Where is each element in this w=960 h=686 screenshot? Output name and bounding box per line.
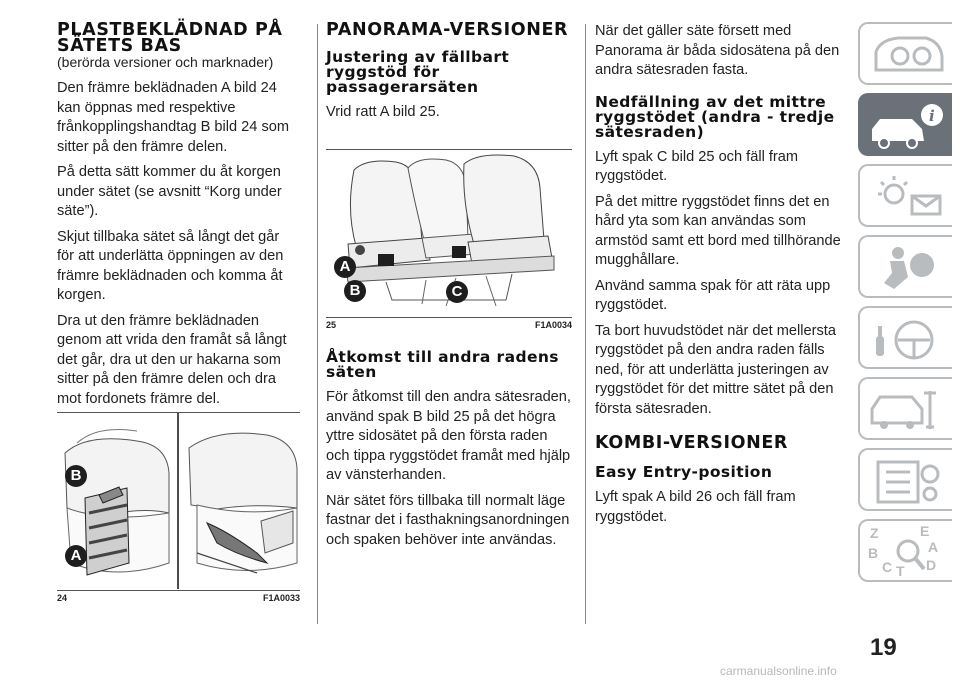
warning-light-icon (868, 172, 948, 222)
airbag-icon (868, 243, 948, 293)
paragraph: På detta sätt kommer du åt korgen under sätet (se avsnitt “Korg under säte”). (57, 164, 282, 219)
car-info-icon (868, 101, 948, 151)
chapter-tab-emergency[interactable] (858, 377, 952, 440)
maintenance-icon (868, 456, 948, 506)
callout-badge-a (334, 256, 356, 278)
index-letter: C (882, 559, 893, 575)
section-heading-kombi: KOMBI-VERSIONER (595, 433, 788, 453)
callout-label: A (70, 547, 82, 564)
chapter-tab-index[interactable] (858, 519, 952, 582)
column-divider (585, 24, 586, 624)
figure-caption (57, 590, 300, 605)
subheading-middle-backrest: Nedfällning av det mittre ryggstödet (andra - tredje sätesraden) (595, 92, 835, 141)
subheading-easy-entry: Easy Entry-position (595, 463, 773, 481)
chapter-tab-maintenance[interactable] (858, 448, 952, 511)
callout-label: B (70, 467, 82, 484)
callout-label: A (339, 258, 351, 275)
index-letter: D (926, 557, 937, 573)
paragraph: För åtkomst till den andra sätesraden, använd spak B bild 25 på det högra yttre sidosätet på den första raden och tippa ryggstödet framåt med hjälp av vänsterhanden. (326, 389, 571, 483)
paragraph: När det gäller säte försett med Panorama är båda sidosätena på den andra sätesraden fasta. (595, 23, 840, 78)
svg-text:i: i (929, 107, 935, 125)
section-heading-panorama: PANORAMA-VERSIONER (326, 20, 569, 40)
index-letter: T (896, 563, 905, 579)
section-subheading: (berörda versioner och marknader) (57, 54, 274, 70)
second-row-access-section (326, 350, 572, 550)
chapter-tab-car-info[interactable] (858, 93, 952, 156)
steering-wheel-icon (868, 314, 948, 364)
figure-code: F1A0033 (262, 593, 300, 603)
chapter-tab-starting-driving[interactable] (858, 306, 952, 369)
watermark: carmanualsonline.info (720, 664, 837, 678)
paragraph: På det mittre ryggstödet finns det en hård yta som kan användas som armstöd samt ett bord med tillhörande mugghållare. (595, 193, 841, 268)
paragraph: Använd samma spak för att räta upp ryggstödet. (595, 277, 831, 313)
column-3 (595, 22, 850, 527)
paragraph: Ta bort huvudstödet när det mellersta ryggstödet på den andra raden fälls ned, för att underlätta justeringen av ryggstödet för det mittre sätet på den första sätesraden. (595, 322, 836, 417)
column-2 (326, 20, 572, 548)
paragraph: Skjut tillbaka sätet så långt det går för att underlätta öppningen av den främre beklädnaden och komma åt korgen. (57, 228, 284, 303)
column-1 (57, 20, 300, 603)
callout-badge-c (446, 281, 468, 303)
figure-25 (326, 149, 572, 330)
figure-caption (326, 317, 572, 332)
callout-label: B (349, 282, 361, 299)
figure-number: 25 (326, 320, 337, 330)
index-letter: Z (870, 525, 879, 541)
subheading-second-row-access: Åtkomst till andra radens säten (326, 348, 559, 381)
index-letter: B (868, 545, 879, 561)
chapter-tab-safety[interactable] (858, 235, 952, 298)
paragraph: Lyft spak A bild 26 och fäll fram ryggstödet. (595, 489, 796, 525)
subheading-backrest-adjustment: Justering av fällbart ryggstöd för passagerarsäten (326, 48, 510, 96)
paragraph: När sätet förs tillbaka till normalt läge fastnar det i fasthakningsanordningen och spaken behöver inte användas. (326, 492, 570, 548)
page-number: 19 (870, 634, 897, 661)
figure-number: 24 (57, 593, 68, 603)
paragraph: Den främre beklädnaden A bild 24 kan öppnas med respektive frånkopplingshandtag B bild 24 som sitter på den främre delen. (57, 80, 290, 155)
car-tools-icon (868, 385, 948, 435)
paragraph: Vrid ratt A bild 25. (326, 104, 440, 120)
figure-code: F1A0034 (534, 320, 572, 330)
chapter-tab-warning-lights[interactable] (858, 164, 952, 227)
callout-label: C (451, 283, 463, 300)
callout-badge-b (344, 280, 366, 302)
chapter-tab-dashboard[interactable] (858, 22, 952, 85)
callout-badge-b (65, 465, 87, 487)
paragraph: Dra ut den främre beklädnaden genom att vrida den framåt så långt det går, dra ut den ur hakarna som sitter på den främre delen och dra mot fordonets främre del. (57, 312, 287, 407)
figure-24 (57, 412, 300, 603)
callout-badge-a (65, 545, 87, 567)
paragraph: Lyft spak C bild 25 och fäll fram ryggstödet. (595, 148, 799, 184)
index-letter: E (920, 523, 930, 539)
column-divider (317, 24, 318, 624)
seat-base-cover-illustration (57, 413, 300, 589)
index-letter: A (928, 539, 939, 555)
dashboard-icon (868, 30, 948, 80)
section-heading-seat-base-cover: PLASTBEKLÄDNAD PÅ SÄTETS BAS (57, 20, 283, 56)
